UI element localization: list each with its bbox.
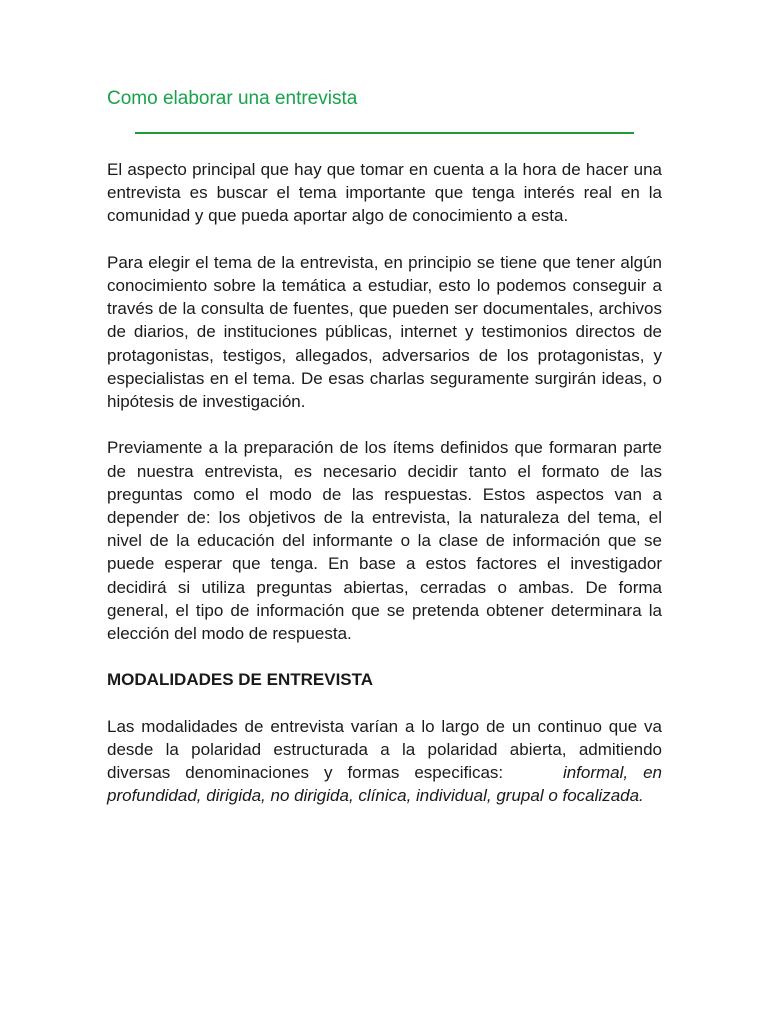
paragraph-4 <box>107 715 662 808</box>
paragraph-4-italic: informal, en profundidad, dirigida, no dirigida, clínica, individual, grupal o focalizada. <box>107 763 662 806</box>
paragraph-3: Previamente a la preparación de los ítems definidos que formaran parte de nuestra entrevista, es necesario decidir tanto el formato de las preguntas como el modo de las respuestas. Estos aspectos van a depender de: los objetivos de la entrevista, la naturaleza del tema, el nivel de la educación del informante o la clase de información que se puede esperar que tenga. En base a estos factores el investigador decidirá si utiliza preguntas abiertas, cerradas o ambas. De forma general, el tipo de información que se pretenda obtener determinara la elección del modo de respuesta. <box>107 438 662 644</box>
paragraph-1: El aspecto principal que hay que tomar en cuenta a la hora de hacer una entrevista es buscar el tema importante que tenga interés real en la comunidad y que pueda aportar algo de conocimiento a esta. <box>107 160 662 226</box>
paragraph-2: Para elegir el tema de la entrevista, en principio se tiene que tener algún conocimiento sobre la temática a estudiar, esto lo podemos conseguir a través de la consulta de fuentes, que pueden ser documentales, archivos de diarios, de instituciones públicas, internet y testimonios directos de protagonistas, testigos, allegados, adversarios de los protagonistas, y especialistas en el tema. De esas charlas seguramente surgirán ideas, o hipótesis de investigación. <box>107 252 662 412</box>
title-underline <box>135 132 634 134</box>
paragraph-4-text: Las modalidades de entrevista varían a lo largo de un continuo que va desde la polaridad estructurada a la polaridad abierta, admitiendo diversas denominaciones y formas especificas: <box>107 716 662 783</box>
section-heading: MODALIDADES DE ENTREVISTA <box>107 670 374 690</box>
document-body <box>107 158 662 831</box>
document-title: Como elaborar una entrevista <box>107 88 358 109</box>
